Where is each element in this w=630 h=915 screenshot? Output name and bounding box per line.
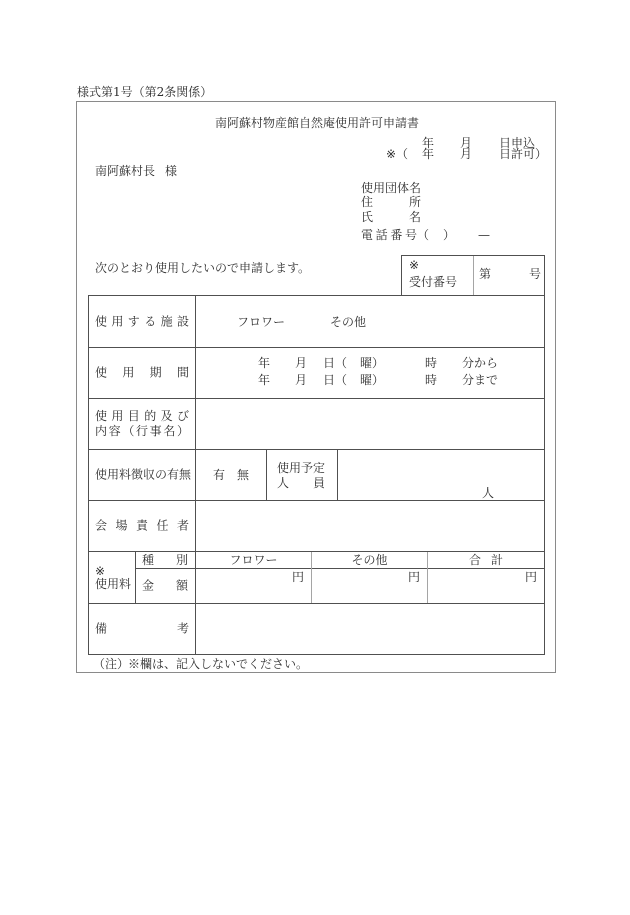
attendees-unit: 人	[482, 486, 495, 500]
address-label: 住所	[361, 195, 421, 209]
purpose-label-line-1: 使用目的及び	[95, 409, 189, 423]
phone-open-paren: （	[417, 228, 430, 242]
expected-attendees-label-cell	[266, 449, 338, 501]
permit-year: 年	[422, 147, 435, 161]
fee-collection-no: 無	[237, 468, 250, 482]
facility-value-cell	[195, 295, 545, 348]
start-month: 月	[295, 356, 308, 370]
end-day: 日（	[323, 373, 348, 387]
fee-header-floor-text: フロワー	[229, 553, 278, 567]
permit-prefix: ※（	[386, 147, 409, 161]
footnote-text: ※欄は、記入しないでください。	[128, 657, 309, 671]
fee-header-floor	[195, 551, 312, 569]
fee-amount-floor-currency: 円	[291, 570, 304, 584]
facility-label-cell	[88, 295, 196, 348]
fee-amount-label: 金額	[142, 578, 188, 593]
receipt-number-cell	[473, 255, 545, 296]
fee-kind-label: 種別	[142, 553, 188, 567]
form-title: 南阿蘇村物産館自然庵使用許可申請書	[215, 116, 420, 130]
application-month: 月	[460, 136, 473, 150]
fee-collection-yes: 有	[213, 468, 226, 482]
fee-collection-label: 使用料徴収の有無	[95, 467, 192, 482]
permit-month: 月	[460, 147, 473, 161]
fee-header-other	[311, 551, 428, 569]
receipt-label: 受付番号	[409, 275, 458, 289]
expected-attendees-label-line-2: 人員	[277, 476, 325, 490]
end-hour: 時	[425, 373, 438, 387]
footnote-prefix: （注）	[93, 657, 130, 671]
usage-fee-label-cell	[88, 551, 136, 604]
fee-column-divider-1	[311, 552, 312, 603]
fee-collection-choice-cell	[195, 449, 267, 501]
phone-label: 電話番号	[361, 228, 417, 242]
receipt-label-cell	[401, 255, 474, 296]
end-minute: 分まで	[462, 373, 499, 387]
fee-collection-label-cell	[88, 449, 196, 501]
permit-day: 日許可）	[499, 147, 548, 161]
fee-amount-total-cell	[427, 568, 545, 604]
facility-option-floor: フロワー	[237, 315, 286, 329]
addressee-honorific: 様	[165, 164, 178, 178]
period-value-cell	[195, 347, 545, 399]
manager-value-cell	[195, 500, 545, 552]
form-number: 様式第1号（第2条関係）	[77, 85, 213, 99]
name-label: 氏名	[361, 210, 421, 224]
usage-fee-mark: ※	[95, 563, 106, 578]
start-weekday: 曜）	[360, 356, 385, 370]
application-year: 年	[422, 136, 435, 150]
facility-option-other: その他	[330, 315, 367, 329]
fee-header-total	[427, 551, 545, 569]
fee-amount-floor-cell	[195, 568, 312, 604]
receipt-suffix: 号	[529, 267, 542, 281]
addressee-name: 南阿蘇村長	[95, 164, 156, 178]
start-year: 年	[258, 356, 271, 370]
intro-text: 次のとおり使用したいので申請します。	[95, 261, 311, 275]
expected-attendees-label-line-1: 使用予定	[277, 461, 326, 475]
facility-label: 使用する施設	[95, 314, 189, 328]
start-hour: 時	[425, 356, 438, 370]
fee-header-total-text: 合計	[468, 553, 513, 567]
fee-amount-other-currency: 円	[407, 570, 420, 584]
purpose-label-line-2: 内容（行事名）	[95, 424, 189, 438]
purpose-value-cell	[195, 398, 545, 450]
fee-kind-label-cell	[135, 551, 196, 569]
start-minute: 分から	[462, 356, 499, 370]
receipt-mark: ※	[409, 258, 420, 272]
period-label: 使用期間	[95, 365, 189, 380]
manager-label-cell	[88, 500, 196, 552]
phone-dash: —	[478, 228, 490, 242]
application-day: 日申込	[499, 136, 536, 150]
remarks-label-cell	[88, 603, 196, 655]
receipt-prefix: 第	[479, 267, 492, 281]
receipt-divider	[473, 256, 474, 295]
end-year: 年	[258, 373, 271, 387]
phone-close-paren: ）	[443, 228, 456, 242]
start-day: 日（	[323, 356, 348, 370]
org-name-label: 使用団体名	[361, 181, 422, 195]
expected-attendees-value-cell	[337, 449, 545, 501]
fee-amount-label-cell	[135, 568, 196, 604]
remarks-value-cell	[195, 603, 545, 655]
usage-fee-label: 使用料	[95, 576, 132, 591]
end-month: 月	[295, 373, 308, 387]
fee-amount-total-currency: 円	[524, 570, 537, 584]
fee-header-other-text: その他	[351, 553, 388, 567]
remarks-label: 備考	[95, 621, 189, 636]
period-label-cell	[88, 347, 196, 399]
manager-label: 会場責任者	[95, 518, 189, 533]
fee-amount-other-cell	[311, 568, 428, 604]
purpose-label-cell	[88, 398, 196, 450]
fee-column-divider-2	[427, 552, 428, 603]
end-weekday: 曜）	[360, 373, 385, 387]
